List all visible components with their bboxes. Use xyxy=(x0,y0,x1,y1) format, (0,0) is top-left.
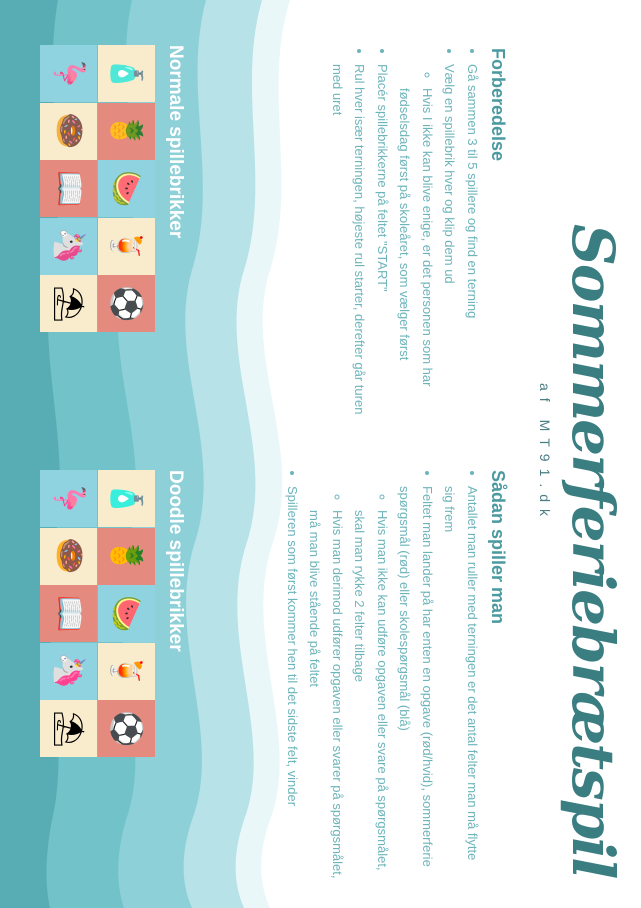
list-item-text: Feltet man lander på har enten en opgave (rød/hvid), sommerferie spørgsmål (rød) eller skolespørgsmål (blå) xyxy=(397,486,435,867)
doodle-donut-icon-glyph: 🍩 xyxy=(51,537,87,575)
flamingo-icon-glyph: 🦩 xyxy=(51,54,87,93)
doodle-beach-umbrella-icon-glyph: ⛱ xyxy=(51,709,87,748)
sub-list-item: ◦ Hvis I ikke kan blive enige, er det personen som har fødselsdag først på skoleåret, som vælger først xyxy=(393,88,438,428)
watermelon-icon xyxy=(98,160,155,217)
sunscreen-bottle-icon xyxy=(98,45,155,102)
watermelon-icon-glyph: 🍉 xyxy=(108,169,144,208)
list-item xyxy=(393,64,461,428)
cocktail-icon xyxy=(98,218,155,275)
page-title: Sommerferiebrætspil xyxy=(559,224,627,878)
doodle-unicorn-icon-glyph: 🦄 xyxy=(51,652,87,690)
donut-icon-glyph: 🍩 xyxy=(51,112,87,150)
doodle-beach-ball-icon-glyph: ⚽ xyxy=(108,709,144,748)
doodle-cocktail-icon-glyph: 🍹 xyxy=(108,652,144,690)
cocktail-icon-glyph: 🍹 xyxy=(108,227,144,265)
doodle-unicorn-icon xyxy=(40,643,97,700)
preparation-section xyxy=(326,48,509,428)
list-item-text: Vælg en spillebrik hver og klip dem ud xyxy=(442,64,458,284)
list-item xyxy=(303,486,438,880)
beach-umbrella-icon-glyph: ⛱ xyxy=(51,284,87,323)
doodle-flamingo-icon xyxy=(40,470,97,527)
list-item: • Antallet man ruller med terningen er det antal felter man må flytte sig frem xyxy=(438,486,483,880)
list-item: • Spilleren som først kommer hen til det sidste felt, vinder xyxy=(281,486,304,880)
sub-list-item: ◦ Hvis man derimod udfører opgaven eller svarer på spørgsmålet, må man blive stående på feltet xyxy=(303,510,348,880)
doodle-flamingo-icon-glyph: 🦩 xyxy=(51,479,87,518)
doodle-donut-icon xyxy=(40,528,97,585)
howto-heading: Sådan spiller man xyxy=(488,470,508,625)
beach-umbrella-icon xyxy=(40,275,97,332)
beach-ball-icon xyxy=(98,275,155,332)
list-item: • Gå sammen 3 til 5 spillere og find en terning xyxy=(461,64,484,428)
doodle-book-icon-glyph: 📖 xyxy=(51,594,87,633)
doodle-pieces-heading: Doodle spillebrikker xyxy=(165,470,186,652)
list-item: • Placér spillebrikkerne på feltet "START" xyxy=(371,64,394,428)
doodle-beach-umbrella-icon xyxy=(40,700,97,757)
doodle-book-icon xyxy=(40,585,97,642)
byline: af MT91.dk xyxy=(537,383,553,524)
doodle-watermelon-icon-glyph: 🍉 xyxy=(108,594,144,633)
doodle-pieces-grid xyxy=(40,470,155,757)
book-icon-glyph: 📖 xyxy=(51,169,87,208)
unicorn-icon xyxy=(40,218,97,275)
flamingo-icon xyxy=(40,45,97,102)
donut-icon xyxy=(40,103,97,160)
preparation-list xyxy=(326,48,484,428)
doodle-watermelon-icon xyxy=(98,585,155,642)
preparation-heading: Forberedelse xyxy=(488,48,508,162)
sunscreen-bottle-icon-glyph: 🧴 xyxy=(108,54,144,93)
doodle-sunscreen-bottle-icon-glyph: 🧴 xyxy=(108,479,144,518)
normal-pieces-heading: Normale spillebrikker xyxy=(165,45,186,239)
howto-list xyxy=(281,470,484,880)
beach-ball-icon-glyph: ⚽ xyxy=(108,284,144,323)
doodle-pineapple-icon xyxy=(98,528,155,585)
unicorn-icon-glyph: 🦄 xyxy=(51,227,87,265)
sub-list-item: ◦ Hvis man ikke kan udføre opgaven eller svare på spørgsmålet, skal man rykke 2 felter tilbage xyxy=(348,510,393,880)
doodle-sunscreen-bottle-icon xyxy=(98,470,155,527)
doodle-pineapple-icon-glyph: 🍍 xyxy=(108,537,144,575)
normal-pieces-grid xyxy=(40,45,155,332)
pineapple-icon xyxy=(98,103,155,160)
howto-section xyxy=(281,470,509,880)
doodle-cocktail-icon xyxy=(98,643,155,700)
doodle-beach-ball-icon xyxy=(98,700,155,757)
book-icon xyxy=(40,160,97,217)
pineapple-icon-glyph: 🍍 xyxy=(108,112,144,150)
list-item: • Rul hver især terningen, højeste rul starter, derefter går turen med uret xyxy=(326,64,371,428)
